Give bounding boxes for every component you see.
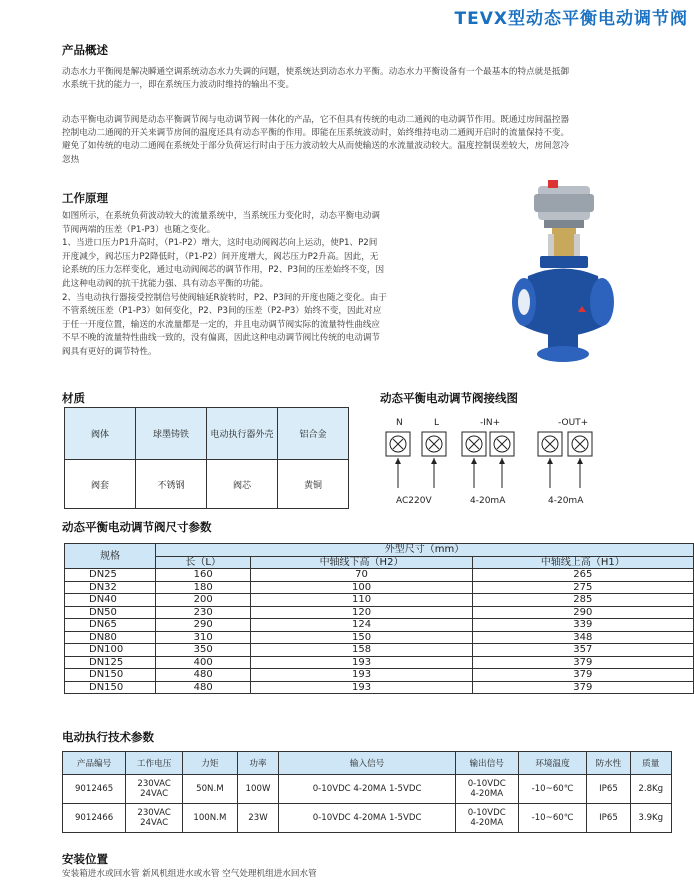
table-row (65, 631, 694, 644)
valve-photo (508, 176, 618, 366)
table-row (65, 569, 694, 582)
table-cell: 193 (251, 681, 472, 694)
col-header: 工作电压 (126, 752, 183, 775)
wiring-label-out: 4-20mA (548, 496, 584, 506)
table-cell: 不锈钢 (136, 460, 207, 509)
table-cell: 230 (156, 606, 251, 619)
terminal-label-n: N (396, 418, 403, 428)
table-cell: 阀芯 (207, 460, 278, 509)
page-title: TEVX型动态平衡电动调节阀 (454, 9, 688, 29)
terminal-label-l: L (434, 418, 440, 428)
table-cell: 290 (472, 606, 693, 619)
table-cell: 357 (472, 644, 693, 657)
principle-heading: 工作原理 (62, 191, 108, 205)
terminal-label-out: -OUT+ (558, 418, 589, 428)
table-cell: 0-10VDC 4-20MA (455, 775, 518, 804)
col-header: 长（L） (156, 556, 251, 569)
table-cell: 23W (237, 804, 279, 833)
dimensions-table (64, 543, 694, 694)
table-cell: DN25 (65, 569, 156, 582)
table-row (65, 619, 694, 632)
table-cell: 379 (472, 681, 693, 694)
col-header: 中轴线上高（H1） (472, 556, 693, 569)
table-cell: DN125 (65, 656, 156, 669)
table-cell: 339 (472, 619, 693, 632)
table-cell: DN50 (65, 606, 156, 619)
table-cell: 230VAC 24VAC (126, 804, 183, 833)
table-row (63, 804, 672, 833)
table-cell: 0-10VDC 4-20MA (455, 804, 518, 833)
col-header: 输入信号 (279, 752, 456, 775)
table-cell: 50N.M (183, 775, 238, 804)
table-cell: 阀套 (65, 460, 136, 509)
terminal-label-in: -IN+ (480, 418, 501, 428)
table-row (65, 408, 349, 460)
col-header: 产品编号 (63, 752, 126, 775)
table-cell: 70 (251, 569, 472, 582)
wiring-label-in: 4-20mA (470, 496, 506, 506)
table-cell: 120 (251, 606, 472, 619)
table-row (65, 644, 694, 657)
table-cell: 100N.M (183, 804, 238, 833)
table-cell: 黄铜 (278, 460, 349, 509)
table-cell: 350 (156, 644, 251, 657)
table-cell: DN65 (65, 619, 156, 632)
table-cell: DN32 (65, 581, 156, 594)
dimensions-heading: 动态平衡电动调节阀尺寸参数 (62, 520, 212, 534)
install-text: 安装箱进水或回水管 新风机组进水或水管 空气处理机组进水回水管 (62, 869, 317, 879)
table-row (65, 681, 694, 694)
table-cell: 180 (156, 581, 251, 594)
col-header: 防水性 (587, 752, 630, 775)
col-header: 中轴线下高（H2） (251, 556, 472, 569)
table-cell: 电动执行器外壳 (207, 408, 278, 460)
table-cell: 9012465 (63, 775, 126, 804)
table-cell: 阀体 (65, 408, 136, 460)
materials-heading: 材质 (62, 391, 85, 405)
table-row (65, 669, 694, 682)
table-cell: IP65 (587, 775, 630, 804)
wiring-heading: 动态平衡电动调节阀接线图 (380, 391, 518, 405)
table-cell: 100W (237, 775, 279, 804)
table-cell: 160 (156, 569, 251, 582)
table-cell: 200 (156, 594, 251, 607)
table-cell: 230VAC 24VAC (126, 775, 183, 804)
table-cell: 110 (251, 594, 472, 607)
col-header: 力矩 (183, 752, 238, 775)
table-row (65, 656, 694, 669)
col-header: 功率 (237, 752, 279, 775)
table-cell: 158 (251, 644, 472, 657)
table-cell: DN150 (65, 681, 156, 694)
overview-para-2: 动态平衡电动调节阀是动态平衡调节阀与电动调节阀一体化的产品，它不但具有传统的电动二通阀的电动调节作用。既通过房间温控器 控制电动二通阀的开关来调节房间的温度还具有动态平衡的作用。即能在压系统波动时，始终维持电动二通阀开启时的流量保持不变。 避免了如传统的电动二通阀在系统处于部分负荷运行时由于压力波动较大从而使输送的水流量波动较大。温度控制误差较大，房间忽冷 忽热 (62, 115, 570, 165)
terminal-block (376, 428, 616, 490)
principle-text: 如图所示，在系统负荷波动较大的流量系统中，当系统压力变化时，动态平衡电动调 节阀两端的压差（P1-P3）也随之变化。 1、当进口压力P1升高时，（P1-P2）增大，这时电动阀阀芯向上运动，使P1、P2间 开度减少，阀芯压力P2降低时，（P1-P2）间开度增大，阀芯压力P2升高。因此，无 论系统的压力怎样变化，通过电动阀阀芯的调节作用，P2、P3间的压差始终不变，因 此这种电动阀的抗干扰能力强、具有动态平衡的功能。 2、当电动执行器接受控制信号使阀轴延R旋转时，P2、P3间的开度也随之变化。由于 不管系统压差（P1-P3）如何变化，P2、P3间的压差（P2-P3）始终不变，因此对应 于任一开度位置，输送的水流量都是一定的，并且电动调节阀实际的流量特性曲线应 不早不晚的流量特性曲线一致的，没有偏离，因此这种电动调节阀比传统的电动调节 阀具有更好的调节特性。 (62, 211, 387, 357)
table-cell: 310 (156, 631, 251, 644)
table-cell: -10~60℃ (518, 804, 587, 833)
install-heading: 安装位置 (62, 852, 108, 866)
table-header-row (65, 544, 694, 557)
table-cell: 球墨铸铁 (136, 408, 207, 460)
actuator-table (62, 751, 672, 833)
table-cell: 3.9Kg (630, 804, 671, 833)
overview-para-1: 动态水力平衡阀是解决瞬通空调系统动态水力失调的问题，使系统达到动态水力平衡。动态水力平衡设备有一个最基本的特点就是抵御 水系统干扰的能力一，即在系统压力波动时维持的输出不变。 (62, 67, 570, 91)
table-cell: 0-10VDC 4-20MA 1-5VDC (279, 775, 456, 804)
table-cell: 480 (156, 681, 251, 694)
table-row (65, 594, 694, 607)
table-cell: 193 (251, 656, 472, 669)
table-header-row (65, 556, 694, 569)
table-cell: DN150 (65, 669, 156, 682)
col-header: 输出信号 (455, 752, 518, 775)
table-cell: 379 (472, 656, 693, 669)
table-cell: 400 (156, 656, 251, 669)
table-cell: 285 (472, 594, 693, 607)
actuator-heading: 电动执行技术参数 (62, 730, 154, 744)
table-cell: 379 (472, 669, 693, 682)
table-cell: 150 (251, 631, 472, 644)
spec-header: 规格 (65, 544, 156, 569)
wiring-label-ac: AC220V (396, 496, 432, 506)
table-cell: DN40 (65, 594, 156, 607)
table-cell: DN100 (65, 644, 156, 657)
table-header-row (63, 752, 672, 775)
wiring-diagram (376, 418, 616, 510)
col-header: 环境温度 (518, 752, 587, 775)
table-cell: DN80 (65, 631, 156, 644)
overview-heading: 产品概述 (62, 43, 108, 57)
table-cell: 193 (251, 669, 472, 682)
table-cell: 铝合金 (278, 408, 349, 460)
group-header: 外型尺寸（mm） (156, 544, 694, 557)
table-row (65, 581, 694, 594)
table-cell: IP65 (587, 804, 630, 833)
table-cell: 265 (472, 569, 693, 582)
table-cell: 100 (251, 581, 472, 594)
table-cell: 348 (472, 631, 693, 644)
table-row (63, 775, 672, 804)
table-row (65, 606, 694, 619)
table-cell: 275 (472, 581, 693, 594)
table-cell: 0-10VDC 4-20MA 1-5VDC (279, 804, 456, 833)
table-cell: 124 (251, 619, 472, 632)
col-header: 质量 (630, 752, 671, 775)
table-row (65, 460, 349, 509)
table-cell: -10~60℃ (518, 775, 587, 804)
table-cell: 9012466 (63, 804, 126, 833)
table-cell: 290 (156, 619, 251, 632)
table-cell: 2.8Kg (630, 775, 671, 804)
table-cell: 480 (156, 669, 251, 682)
materials-table (64, 407, 349, 509)
